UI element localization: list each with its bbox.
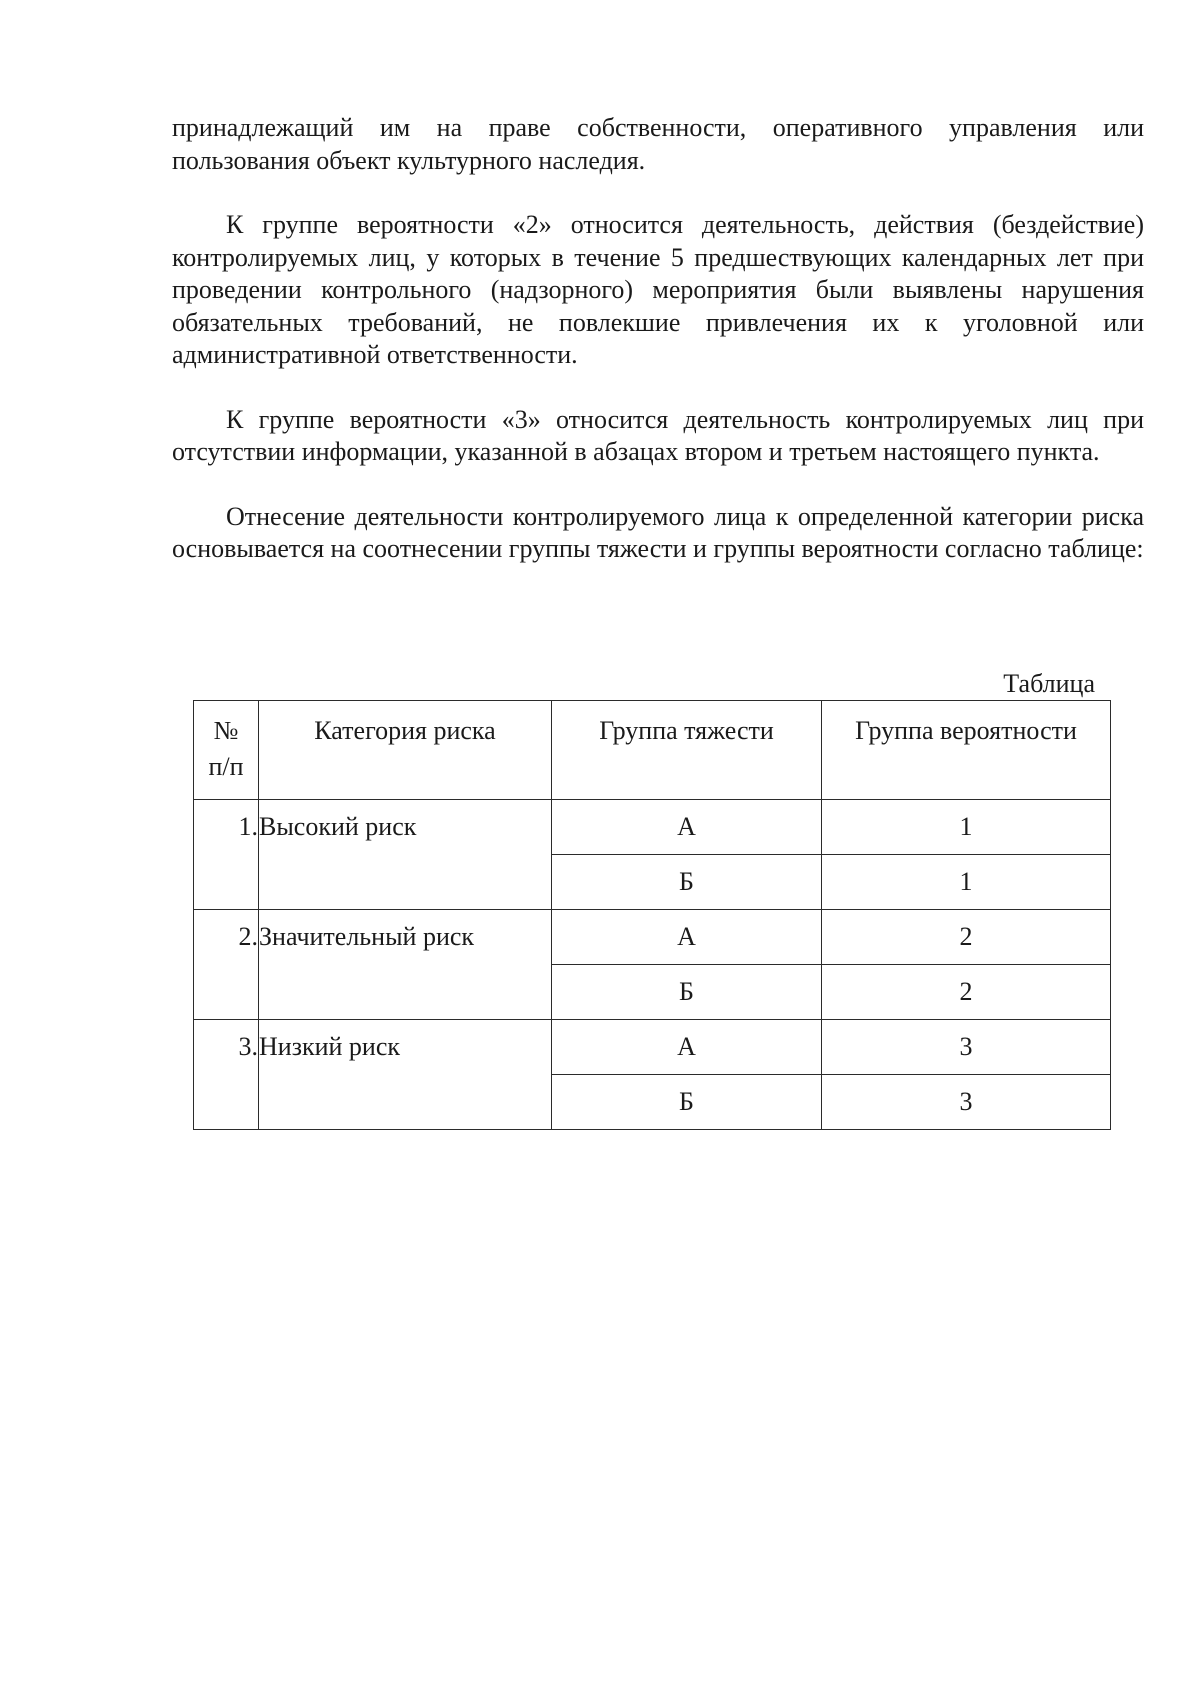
- header-number: [194, 701, 259, 800]
- probability-cell: 3: [822, 1075, 1111, 1130]
- table-header-row: [194, 701, 1111, 800]
- header-probability-group: Группа вероятности: [822, 701, 1111, 800]
- severity-cell: Б: [552, 1075, 822, 1130]
- risk-category-cell: Высокий риск: [259, 800, 552, 910]
- probability-cell: 1: [822, 855, 1111, 910]
- probability-cell: 2: [822, 965, 1111, 1020]
- row-number: 3.: [194, 1020, 259, 1130]
- severity-cell: А: [552, 1020, 822, 1075]
- probability-cell: 3: [822, 1020, 1111, 1075]
- table-caption: Таблица: [1003, 669, 1095, 698]
- severity-cell: А: [552, 910, 822, 965]
- severity-cell: А: [552, 800, 822, 855]
- table-row: [194, 1020, 1111, 1075]
- paragraph-risk-category-assignment: Отнесение деятельности контролируемого лица к определенной категории риска основывается на соотнесении группы тяжести и группы вероятности согласно таблице:: [172, 501, 1144, 563]
- header-risk-category: Категория риска: [259, 701, 552, 800]
- risk-category-cell: Низкий риск: [259, 1020, 552, 1130]
- header-severity-group: Группа тяжести: [552, 701, 822, 800]
- severity-cell: Б: [552, 855, 822, 910]
- body-text: [172, 112, 1144, 598]
- row-number: 2.: [194, 910, 259, 1020]
- row-number: 1.: [194, 800, 259, 910]
- risk-category-cell: Значительный риск: [259, 910, 552, 1020]
- probability-cell: 2: [822, 910, 1111, 965]
- table-row: [194, 910, 1111, 965]
- table-row: [194, 800, 1111, 855]
- paragraph-probability-group-2: К группе вероятности «2» относится деятельность, действия (бездействие) контролируемых лиц, у которых в течение 5 предшествующих календарных лет при проведении контрольного (надзорного) мероприятия были выявлены нарушения обязательных требований, не повлекшие привлечения их к уголовной или административной ответственности.: [172, 210, 1144, 369]
- risk-category-table: [193, 700, 1111, 1130]
- paragraph-continuation: принадлежащий им на праве собственности, оперативного управления или пользования объект культурного наследия.: [172, 113, 1144, 175]
- header-number-symbol: №: [213, 716, 239, 745]
- header-number-abbrev: п/п: [208, 752, 244, 781]
- paragraph-probability-group-3: К группе вероятности «3» относится деятельность контролируемых лиц при отсутствии информации, указанной в абзацах втором и третьем настоящего пункта.: [172, 404, 1144, 466]
- probability-cell: 1: [822, 800, 1111, 855]
- severity-cell: Б: [552, 965, 822, 1020]
